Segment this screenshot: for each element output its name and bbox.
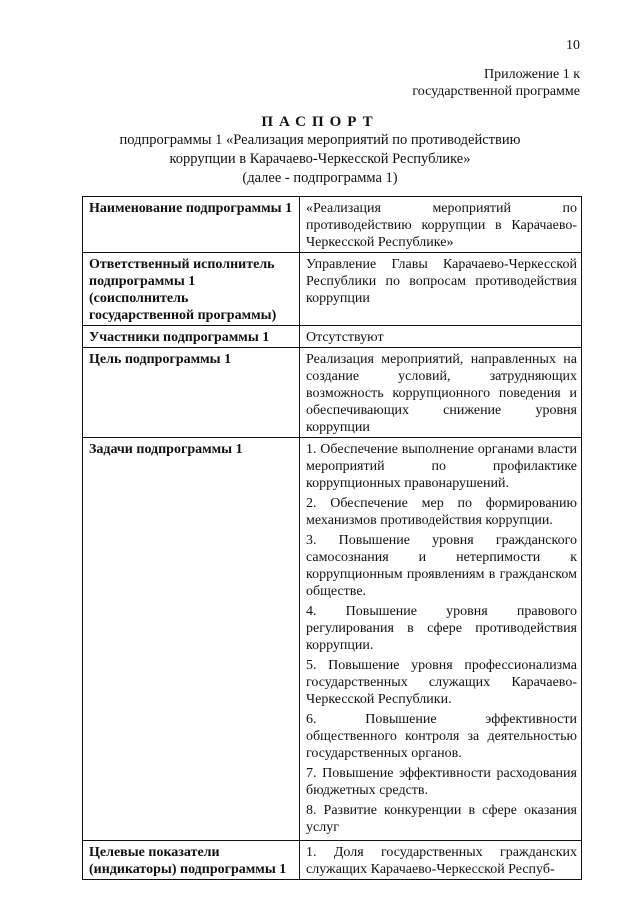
row-value-executor: Управление Главы Карачаево-Черкесской Республики по вопросам противодействия коррупции: [300, 253, 582, 326]
task-item: 7. Повышение эффективности расходования бюджетных средств.: [306, 766, 577, 798]
row-value-goal: Реализация мероприятий, направленных на создание условий, затрудняющих возможность коррупционного поведения и обеспечивающих снижение уровня коррупции: [300, 348, 582, 438]
table-row: [83, 348, 582, 438]
task-item: 3. Повышение уровня гражданского самосознания и нетерпимости к коррупционным проявлениям в гражданском обществе.: [306, 533, 577, 599]
table-row: [83, 197, 582, 253]
table-row: [83, 841, 582, 880]
annex-line-2: государственной программе: [412, 84, 580, 99]
task-item: 1. Обеспечение выполнение органами власти мероприятий по профилактике коррупционных правонарушений.: [306, 442, 577, 491]
passport-table: [82, 196, 582, 880]
row-value-indicators: [300, 841, 582, 880]
task-item: 6. Повышение эффективности общественного контроля за деятельностью государственных органов.: [306, 712, 577, 761]
row-label-executor: Ответственный исполнитель подпрограммы 1 (соисполнитель государственной программы): [83, 253, 300, 326]
row-label-goal: Цель подпрограммы 1: [83, 348, 300, 438]
indicator-text: 1. Доля государственных гражданских служащих Карачаево-Черкесской Респуб-: [306, 845, 577, 877]
table-row: [83, 253, 582, 326]
task-item: 2. Обеспечение мер по формированию механизмов противодействия коррупции.: [306, 496, 577, 528]
page-number: 10: [566, 38, 580, 53]
task-item: 8. Развитие конкуренции в сфере оказания услуг: [306, 803, 577, 835]
table-row: [83, 438, 582, 841]
row-value-tasks: [300, 438, 582, 841]
row-value-participants: Отсутствуют: [300, 326, 582, 348]
subtitle-line-3: (далее - подпрограмма 1): [242, 170, 398, 186]
row-label-tasks: Задачи подпрограммы 1: [83, 438, 300, 841]
row-label-name: Наименование подпрограммы 1: [83, 197, 300, 253]
table-row: [83, 326, 582, 348]
document-title: ПАСПОРТ: [261, 114, 379, 130]
subtitle-line-2: коррупции в Карачаево-Черкесской Республике»: [169, 151, 471, 167]
subtitle-line-1: подпрограммы 1 «Реализация мероприятий по противодействию: [119, 132, 521, 148]
annex-line-1: Приложение 1 к: [484, 67, 580, 82]
task-item: 5. Повышение уровня профессионализма государственных служащих Карачаево-Черкесской Республики.: [306, 658, 577, 707]
row-label-indicators: Целевые показатели (индикаторы) подпрограммы 1: [83, 841, 300, 880]
document-subtitle: [60, 131, 580, 188]
row-value-name: «Реализация мероприятий по противодействию коррупции в Карачаево-Черкесской Республике»: [300, 197, 582, 253]
row-label-participants: Участники подпрограммы 1: [83, 326, 300, 348]
annex-reference: [340, 66, 580, 100]
task-item: 4. Повышение уровня правового регулирования в сфере противодействия коррупции.: [306, 604, 577, 653]
